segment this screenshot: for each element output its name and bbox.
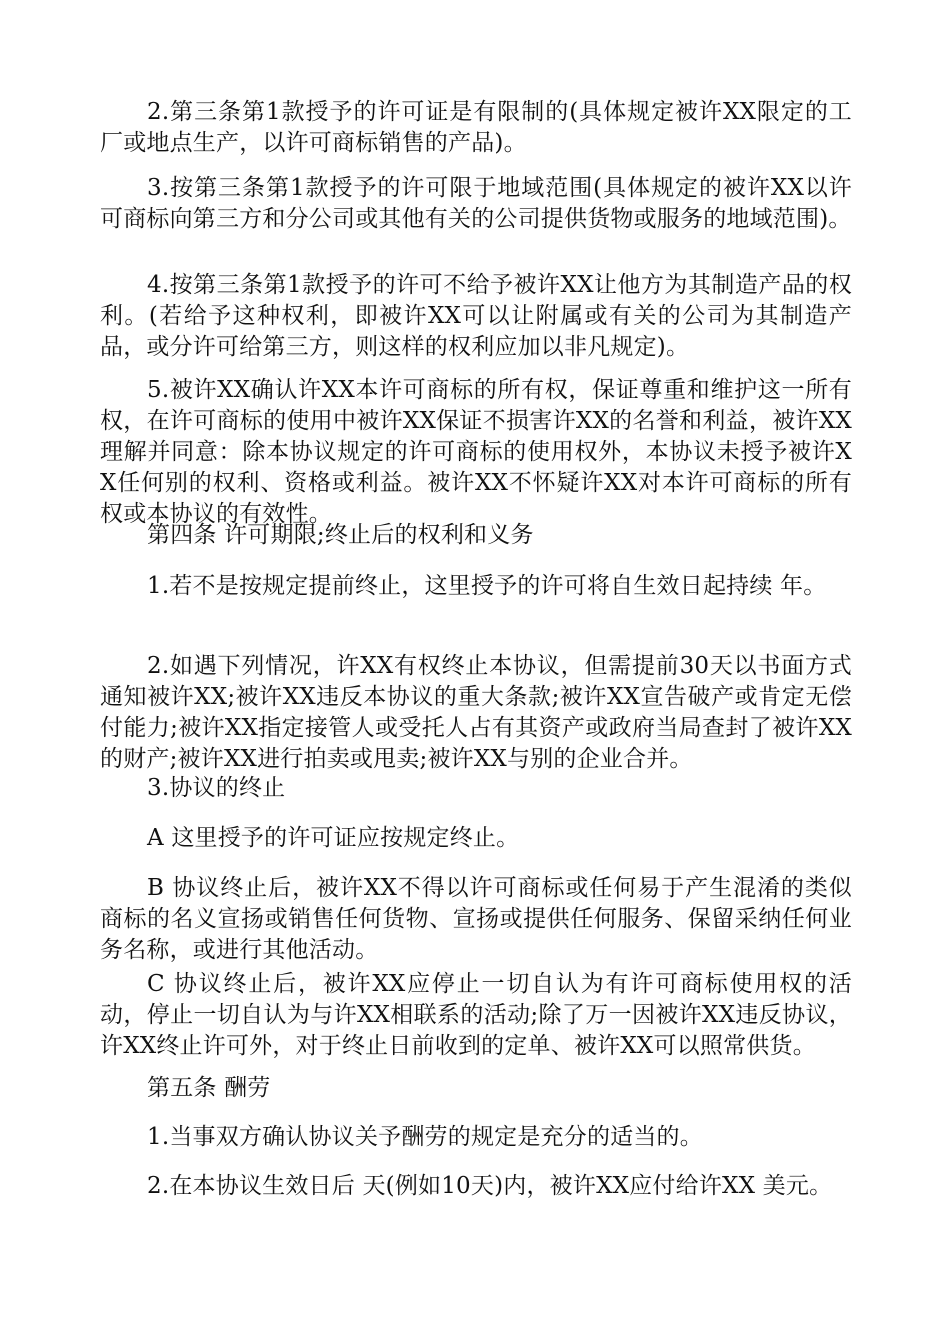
paragraph-remuneration-adequate: 1.当事双方确认协议关予酬劳的规定是充分的适当的。 (147, 1124, 703, 1150)
paragraph-termination-c: C 协议终止后，被许XX应停止一切自认为有许可商标使用权的活动，停止一切自认为与许XX相联系的活动;除了万一因被许XX违反协议，许XX终止许可外，对于终止日前收到的定单、被许XX可以照常供货。 (100, 971, 852, 1059)
paragraph-restricted-license: 2.第三条第1款授予的许可证是有限制的(具体规定被许XX限定的工厂或地点生产，以许可商标销售的产品)。 (100, 99, 852, 156)
paragraph-payment: 2.在本协议生效日后 天(例如10天)内，被许XX应付给许XX 美元。 (147, 1173, 833, 1199)
article-five-heading: 第五条 酬劳 (147, 1075, 271, 1101)
paragraph-term: 1.若不是按规定提前终止，这里授予的许可将自生效日起持续 年。 (147, 573, 827, 599)
paragraph-termination-title: 3.协议的终止 (147, 775, 286, 801)
paragraph-termination-conditions: 2.如遇下列情况，许XX有权终止本协议，但需提前30天以书面方式通知被许XX;被许XX违反本协议的重大条款;被许XX宣告破产或肯定无偿付能力;被许XX指定接管人或受托人占有其资产或政府当局查封了被许XX的财产;被许XX进行拍卖或甩卖;被许XX与别的企业合并。 (100, 653, 852, 772)
paragraph-termination-a: A 这里授予的许可证应按规定终止。 (147, 825, 520, 851)
article-four-heading: 第四条 许可期限;终止后的权利和义务 (147, 522, 534, 548)
paragraph-territory: 3.按第三条第1款授予的许可限于地域范围(具体规定的被许XX以许可商标向第三方和分公司或其他有关的公司提供货物或服务的地域范围)。 (100, 175, 852, 232)
paragraph-ownership: 5.被许XX确认许XX本许可商标的所有权，保证尊重和维护这一所有权，在许可商标的使用中被许XX保证不损害许XX的名誉和利益，被许XX理解并同意：除本协议规定的许可商标的使用权外，本协议未授予被许XX任何别的权利、资格或利益。被许XX不怀疑许XX对本许可商标的所有权或本协议的有效性。 (100, 377, 852, 527)
paragraph-termination-b: B 协议终止后，被许XX不得以许可商标或任何易于产生混淆的类似商标的名义宣扬或销售任何货物、宣扬或提供任何服务、保留采纳任何业务名称，或进行其他活动。 (100, 875, 852, 963)
paragraph-manufacturing-rights: 4.按第三条第1款授予的许可不给予被许XX让他方为其制造产品的权利。(若给予这种权利，即被许XX可以让附属或有关的公司为其制造产品，或分许可给第三方，则这样的权利应加以非凡规定)。 (100, 272, 852, 360)
